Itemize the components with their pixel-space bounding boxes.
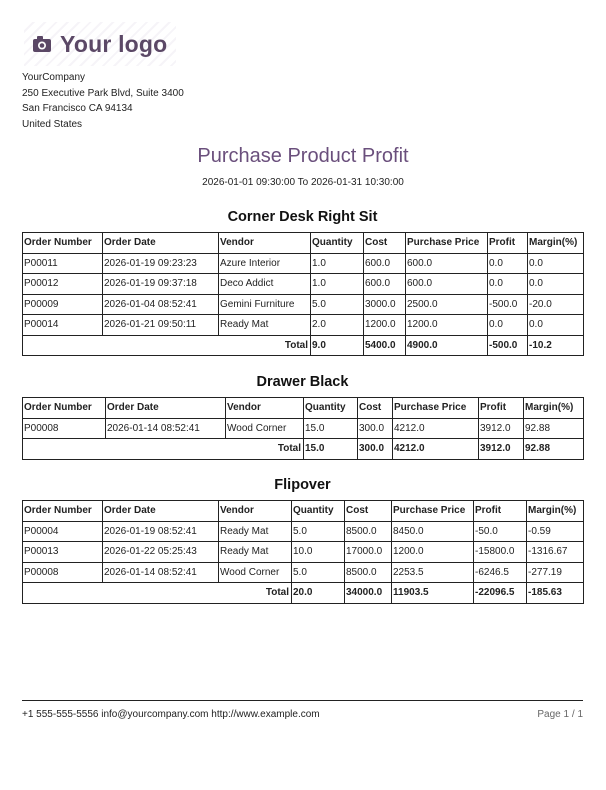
cell-margin: 0.0 — [528, 274, 584, 295]
company-country: United States — [22, 118, 83, 130]
cell-order-number: P00009 — [23, 294, 103, 315]
order-table — [22, 397, 584, 460]
cell-cost: 8500.0 — [345, 562, 392, 583]
cell-cost: 17000.0 — [345, 542, 392, 563]
cell-vendor: Ready Mat — [219, 542, 292, 563]
col-header: Cost — [364, 233, 406, 254]
col-header: Order Date — [103, 501, 219, 522]
cell-profit: -15800.0 — [474, 542, 527, 563]
col-header: Order Date — [106, 398, 226, 419]
page-label: Page — [537, 709, 561, 720]
table-row — [23, 294, 584, 315]
page-footer — [22, 700, 583, 720]
col-header: Vendor — [219, 501, 292, 522]
col-header: Purchase Price — [406, 233, 488, 254]
table-row — [23, 274, 584, 295]
footer-email[interactable]: info@yourcompany.com — [101, 709, 209, 720]
company-name: YourCompany — [22, 72, 86, 83]
col-header: Profit — [488, 233, 528, 254]
table-row — [23, 542, 584, 563]
footer-website[interactable]: http://www.example.com — [211, 709, 320, 720]
total-profit: -22096.5 — [474, 583, 527, 604]
cell-profit: 3912.0 — [479, 418, 524, 439]
total-row — [23, 583, 584, 604]
cell-order-number: P00014 — [23, 315, 103, 336]
product-name: Drawer Black — [256, 374, 349, 390]
date-from: 2026-01-01 09:30:00 — [202, 177, 296, 188]
table-header-row — [23, 501, 584, 522]
total-quantity: 9.0 — [311, 335, 364, 356]
table-header-row — [23, 398, 584, 419]
col-header: Purchase Price — [392, 501, 474, 522]
col-header: Margin(%) — [527, 501, 584, 522]
cell-margin: -1316.67 — [527, 542, 584, 563]
cell-order-date: 2026-01-19 09:37:18 — [103, 274, 219, 295]
table-row — [23, 418, 584, 439]
col-header: Margin(%) — [528, 233, 584, 254]
product-section — [22, 373, 583, 460]
col-header: Quantity — [292, 501, 345, 522]
total-row — [23, 335, 584, 356]
cell-purchase-price: 8450.0 — [392, 521, 474, 542]
col-header: Profit — [474, 501, 527, 522]
logo-text: Your logo — [60, 30, 168, 57]
report-date-range — [0, 177, 606, 188]
table-row — [23, 315, 584, 336]
cell-cost: 3000.0 — [364, 294, 406, 315]
cell-quantity: 5.0 — [311, 294, 364, 315]
cell-order-number: P00008 — [23, 418, 106, 439]
cell-purchase-price: 2500.0 — [406, 294, 488, 315]
page-separator: / — [571, 709, 575, 720]
camera-icon — [32, 35, 52, 53]
total-profit: 3912.0 — [479, 439, 524, 460]
cell-purchase-price: 1200.0 — [392, 542, 474, 563]
cell-quantity: 15.0 — [304, 418, 358, 439]
col-header: Vendor — [226, 398, 304, 419]
cell-order-number: P00004 — [23, 521, 103, 542]
total-label: Total — [23, 335, 311, 356]
table-header-row — [23, 233, 584, 254]
cell-cost: 600.0 — [364, 274, 406, 295]
cell-quantity: 10.0 — [292, 542, 345, 563]
cell-quantity: 1.0 — [311, 253, 364, 274]
total-purchase-price: 4900.0 — [406, 335, 488, 356]
cell-profit: 0.0 — [488, 253, 528, 274]
total-quantity: 15.0 — [304, 439, 358, 460]
cell-cost: 1200.0 — [364, 315, 406, 336]
col-header: Profit — [479, 398, 524, 419]
cell-cost: 600.0 — [364, 253, 406, 274]
page-current: 1 — [563, 709, 570, 720]
date-to: 2026-01-31 10:30:00 — [310, 177, 404, 188]
cell-quantity: 5.0 — [292, 562, 345, 583]
col-header: Purchase Price — [393, 398, 479, 419]
product-name: Corner Desk Right Sit — [227, 209, 378, 225]
cell-margin: 0.0 — [528, 315, 584, 336]
cell-order-date: 2026-01-22 05:25:43 — [103, 542, 219, 563]
total-margin: -10.2 — [528, 335, 584, 356]
total-label: Total — [23, 583, 292, 604]
cell-vendor: Wood Corner — [219, 562, 292, 583]
total-purchase-price: 11903.5 — [392, 583, 474, 604]
cell-profit: -500.0 — [488, 294, 528, 315]
col-header: Order Number — [23, 501, 103, 522]
company-logo — [24, 22, 176, 66]
cell-quantity: 1.0 — [311, 274, 364, 295]
company-address — [22, 70, 184, 132]
table-row — [23, 253, 584, 274]
total-margin: 92.88 — [524, 439, 584, 460]
col-header: Quantity — [311, 233, 364, 254]
cell-order-number: P00013 — [23, 542, 103, 563]
total-cost: 300.0 — [358, 439, 393, 460]
table-row — [23, 562, 584, 583]
cell-vendor: Ready Mat — [219, 521, 292, 542]
product-section — [22, 476, 583, 604]
company-street: 250 Executive Park Blvd, Suite 3400 — [22, 87, 184, 99]
cell-purchase-price: 1200.0 — [406, 315, 488, 336]
cell-order-date: 2026-01-14 08:52:41 — [106, 418, 226, 439]
cell-order-number: P00012 — [23, 274, 103, 295]
total-purchase-price: 4212.0 — [393, 439, 479, 460]
cell-vendor: Deco Addict — [219, 274, 311, 295]
total-cost: 5400.0 — [364, 335, 406, 356]
cell-quantity: 2.0 — [311, 315, 364, 336]
col-header: Margin(%) — [524, 398, 584, 419]
cell-profit: -50.0 — [474, 521, 527, 542]
order-table — [22, 500, 584, 604]
cell-purchase-price: 4212.0 — [393, 418, 479, 439]
total-row — [23, 439, 584, 460]
cell-profit: 0.0 — [488, 315, 528, 336]
cell-order-date: 2026-01-14 08:52:41 — [103, 562, 219, 583]
cell-purchase-price: 2253.5 — [392, 562, 474, 583]
col-header: Quantity — [304, 398, 358, 419]
total-margin: -185.63 — [527, 583, 584, 604]
col-header: Vendor — [219, 233, 311, 254]
footer-phone: +1 555-555-5556 — [22, 709, 99, 720]
cell-margin: 0.0 — [528, 253, 584, 274]
page-number — [537, 709, 583, 720]
report-title: Purchase Product Profit — [197, 145, 409, 167]
cell-vendor: Azure Interior — [219, 253, 311, 274]
cell-margin: -0.59 — [527, 521, 584, 542]
col-header: Order Number — [23, 398, 106, 419]
cell-vendor: Ready Mat — [219, 315, 311, 336]
cell-margin: -20.0 — [528, 294, 584, 315]
cell-vendor: Wood Corner — [226, 418, 304, 439]
cell-quantity: 5.0 — [292, 521, 345, 542]
cell-order-number: P00008 — [23, 562, 103, 583]
company-city: San Francisco CA 94134 — [22, 103, 133, 114]
cell-vendor: Gemini Furniture — [219, 294, 311, 315]
cell-margin: -277.19 — [527, 562, 584, 583]
date-to-word: To — [297, 177, 309, 188]
product-section — [22, 208, 583, 356]
col-header: Order Number — [23, 233, 103, 254]
col-header: Cost — [345, 501, 392, 522]
cell-order-date: 2026-01-04 08:52:41 — [103, 294, 219, 315]
cell-profit: 0.0 — [488, 274, 528, 295]
page-total: 1 — [577, 709, 583, 720]
col-header: Order Date — [103, 233, 219, 254]
total-label: Total — [23, 439, 304, 460]
cell-purchase-price: 600.0 — [406, 253, 488, 274]
cell-margin: 92.88 — [524, 418, 584, 439]
cell-order-date: 2026-01-21 09:50:11 — [103, 315, 219, 336]
total-cost: 34000.0 — [345, 583, 392, 604]
cell-purchase-price: 600.0 — [406, 274, 488, 295]
col-header: Cost — [358, 398, 393, 419]
total-quantity: 20.0 — [292, 583, 345, 604]
cell-cost: 8500.0 — [345, 521, 392, 542]
total-profit: -500.0 — [488, 335, 528, 356]
cell-profit: -6246.5 — [474, 562, 527, 583]
product-name: Flipover — [274, 477, 331, 493]
order-table — [22, 232, 584, 356]
table-row — [23, 521, 584, 542]
cell-order-number: P00011 — [23, 253, 103, 274]
cell-cost: 300.0 — [358, 418, 393, 439]
cell-order-date: 2026-01-19 08:52:41 — [103, 521, 219, 542]
cell-order-date: 2026-01-19 09:23:23 — [103, 253, 219, 274]
footer-contact — [22, 709, 320, 720]
